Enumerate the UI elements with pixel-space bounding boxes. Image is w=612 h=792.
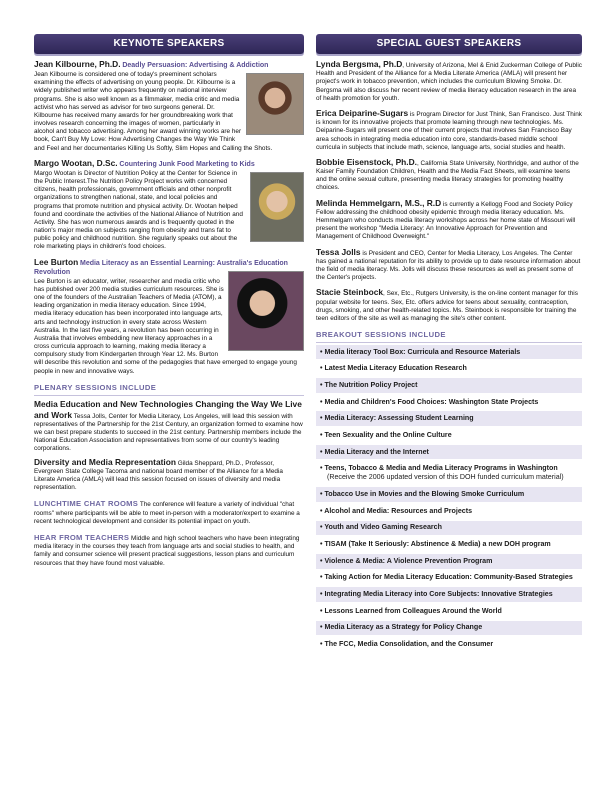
plenary-session	[34, 457, 304, 493]
lunch-text: The conference will feature a variety of individual "chat rooms" where participants will be able to meet in-person with a moderator/expert to examine a recent technological development and consider its potential impact on youth.	[34, 501, 300, 525]
breakout-item: • Media Literacy as a Strategy for Policy Change	[316, 621, 582, 636]
guest-text: is Program Director for Just Think, San Francisco. Just Think is known for its innovative projects that promote learning through new technologies. Ms. Deiparine-Sugars will present one of their current projects that involves San Francisco Bay area schools in integrating media education into core, standards-based middle school curricula in subjects that include math, science, language arts, social studies and health.	[316, 110, 582, 151]
guest-speaker	[316, 247, 582, 283]
breakout-item: • Media Literacy and the Internet	[316, 445, 582, 460]
speaker-topic: Media Literacy as an Essential Learning: Australia's Education Revolution	[34, 259, 288, 276]
guest-header: SPECIAL GUEST SPEAKERS	[316, 34, 582, 54]
speaker-burton	[34, 257, 304, 376]
speaker-bio: Lee Burton is an educator, writer, researcher and media critic who has published over 200 media studies curriculum resources. She is one of the founders of the Australian Teachers of Media (ATOM), a leading organization in media literacy education. Since 1994, media literacy education has been incorporated into language arts, arts and technology instruction in every state across Western Australia. In the last five years, a revolution has been occurring in Australia that involves embedding new literacy approaches in a cross curricula approach to learning, making media literacy a compulsory study from Kindergarten through Year 12. Ms. Burton will describe this revolution and some of the pedagogies that have emerged to engage young people in new and innovative ways.	[34, 277, 297, 375]
guest-text: , Sex, Etc., Rutgers University, is the on-line content manager for this popular website for teens. Sex, Etc. offers advice for teens about sexuality, contraception, drugs, smoking, and other health-related topics. Ms. Steinbock is responsible for training the teen editors of the site as well as managing the site's other content.	[316, 290, 578, 322]
breakout-header: BREAKOUT SESSIONS INCLUDE	[316, 330, 582, 343]
speaker-bio: Margo Wootan is Director of Nutrition Policy at the Center for Science in the Public Interest.The Nutrition Policy Project works with concerned citizens, health professionals, government officials and other nonprofit organizations to strengthen national, state, and local policies and programs that promote nutrition and physical activity. Dr. Wootan helped found and coordinate the activities of the National Alliance of Nutrition and Activity. She has won numerous awards and is frequently quoted in the nation's major media on subjects ranging from obesity and trans fat to public policy and childhood nutrition. She regularly speaks out about the role marketing plays in children's food choices.	[34, 169, 243, 251]
speaker-name: Margo Wootan, D.Sc.	[34, 157, 118, 168]
guest-text: is currently a Kellogg Food and Society Policy Fellow addressing the childhood obesity epidemic through media literacy education. Ms. Hemmelgarn who conducts media literacy workshops across her home state of Missouri will present the workshop "Media Literacy: An Innovative Approach for Prevention and Management of Childhood Overweight."	[316, 200, 576, 241]
guest-name: Erica Deiparine-Sugars	[316, 107, 409, 118]
breakout-item: • Lessons Learned from Colleagues Around the World	[320, 606, 502, 615]
breakout-item: • Alcohol and Media: Resources and Projects	[320, 506, 473, 515]
keynote-header: KEYNOTE SPEAKERS	[34, 34, 304, 54]
guest-text: is President and CEO, Center for Media Literacy, Los Angeles. The Center has gained a national reputation for its ability to provide up to date resource information about the field of media literacy. Ms. Jolls will discuss these resources as well as present some of the Center's projects.	[316, 249, 581, 282]
guest-name: Melinda Hemmelgarn, M.S., R.D	[316, 197, 442, 208]
guest-speaker	[316, 287, 582, 323]
breakout-item: • Tobacco Use in Movies and the Blowing Smoke Curriculum	[316, 487, 582, 502]
lunch-header: LUNCHTIME CHAT ROOMS	[34, 499, 139, 509]
guest-speaker	[316, 59, 582, 103]
guest-text: , University of Arizona, Mel & Enid Zuckerman College of Public Health and President of the Alliance for a Media Literate America (AMLA) will present her project's work in tobacco prevention, which includes the curriculum Blowing Smoke. Dr. Bergsma will also discuss her recent review of media literacy education research in the area of health promotion for youth.	[316, 62, 582, 102]
breakout-item: • Media and Children's Food Choices: Washington State Projects	[320, 397, 539, 406]
guest-name: Bobbie Eisenstock, Ph.D.	[316, 156, 417, 167]
plenary-header: PLENARY SESSIONS INCLUDE	[34, 383, 304, 396]
speaker-bio: Jean Kilbourne is considered one of today's preeminent scholars examining the effects of advertising on young people. Dr. Kilbourne is a widely published writer who appears frequently on national interview programs. She is also well known as a filmmaker, media critic and media activist who has served as advisor for two surgeons general. Dr. Kilbourne has received many awards for her groundbreaking work that involves research concerning the images of women, particularly in alcohol and tobacco advertising. Among her award winning works are her book, Can't Buy My Love: How Advertising Changes the Way We Think and Feel and her documentaries Killing Us Softly, Slim Hopes and Calling the Shots.	[34, 70, 273, 152]
breakout-item: • Media literacy Tool Box: Curricula and Resource Materials	[316, 345, 582, 360]
right-column	[316, 34, 582, 652]
guest-name: Stacie Steinbock	[316, 287, 384, 298]
teachers-header: HEAR FROM TEACHERS	[34, 532, 130, 542]
breakout-item: • Taking Action for Media Literacy Education: Community-Based Strategies	[320, 573, 573, 582]
teachers-section	[34, 533, 304, 568]
speaker-topic: Deadly Persuasion: Advertising & Addiction	[122, 62, 269, 69]
breakout-item	[316, 461, 582, 485]
guest-text: , California State University, Northridge, and author of the Kaiser Family Foundation Children, Health and the Media Fact Sheets, will examine teens and the online sexual culture, presenting media literacy strategies for promoting healthy choices.	[316, 159, 579, 192]
breakout-item: • Youth and Video Gaming Research	[316, 521, 582, 536]
speaker-photo-kilbourne	[246, 73, 304, 135]
speaker-kilbourne	[34, 59, 304, 153]
breakout-item: • Integrating Media Literacy into Core Subjects: Innovative Strategies	[316, 587, 582, 602]
speaker-name: Lee Burton	[34, 256, 79, 267]
guest-name: Lynda Bergsma, Ph.D	[316, 59, 403, 69]
speaker-name: Jean Kilbourne, Ph.D.	[34, 59, 121, 69]
breakout-item: • Media Literacy: Assessing Student Learning	[316, 411, 582, 426]
breakout-item-note: (Receive the 2006 updated version of this DOH funded curriculum material)	[327, 473, 564, 482]
guest-name: Tessa Jolls	[316, 246, 361, 257]
plenary-title: Media Education and New Technologies Changing the Way We Live and Work	[34, 398, 302, 420]
breakout-item-title: • Teens, Tobacco & Media and Media Literacy Programs in Washington	[320, 464, 558, 473]
breakout-item: • The FCC, Media Consolidation, and the Consumer	[320, 640, 494, 649]
breakout-item: • TISAM (Take It Seriously: Abstinence & Media) a new DOH program	[320, 540, 551, 549]
teachers-text: Middle and high school teachers who have been integrating media literacy in the courses they teach from language arts and social studies to health, and family and consumer science will present practical suggestions, lesson plans and curriculum resources that they have found most valuable.	[34, 534, 300, 567]
breakout-item: • Violence & Media: A Violence Prevention Program	[316, 554, 582, 569]
speaker-topic: Countering Junk Food Marketing to Kids	[119, 160, 255, 168]
speaker-wootan	[34, 158, 304, 252]
left-column	[34, 34, 304, 568]
breakout-item: • Teen Sexuality and the Online Culture	[320, 430, 452, 439]
plenary-text: Tessa Jolls, Center for Media Literacy, Los Angeles, will lead this session with representatives of the Partnership for the 21st Century, an organization formed to examine how we can best prepare students to succeed in the 21st century. Partnership members include the National Education Association and representatives from some of our country's leading corporations.	[34, 412, 303, 453]
plenary-session	[34, 399, 304, 454]
guest-speaker	[316, 157, 582, 193]
guest-speaker	[316, 108, 582, 152]
plenary-title: Diversity and Media Representation	[34, 456, 176, 467]
breakout-item: • Latest Media Literacy Education Research	[320, 364, 467, 373]
speaker-photo-wootan	[250, 172, 304, 242]
plenary-text: Gilda Sheppard, Ph.D., Professor, Evergreen State College Tacoma and national board member of the Alliance for a Media Literate America (AMLA) will lead this session focused on issues of diversity and media representation.	[34, 459, 283, 492]
breakout-item: • The Nutrition Policy Project	[316, 378, 582, 393]
lunch-section	[34, 499, 304, 526]
speaker-photo-burton	[228, 271, 304, 351]
guest-speaker	[316, 198, 582, 242]
